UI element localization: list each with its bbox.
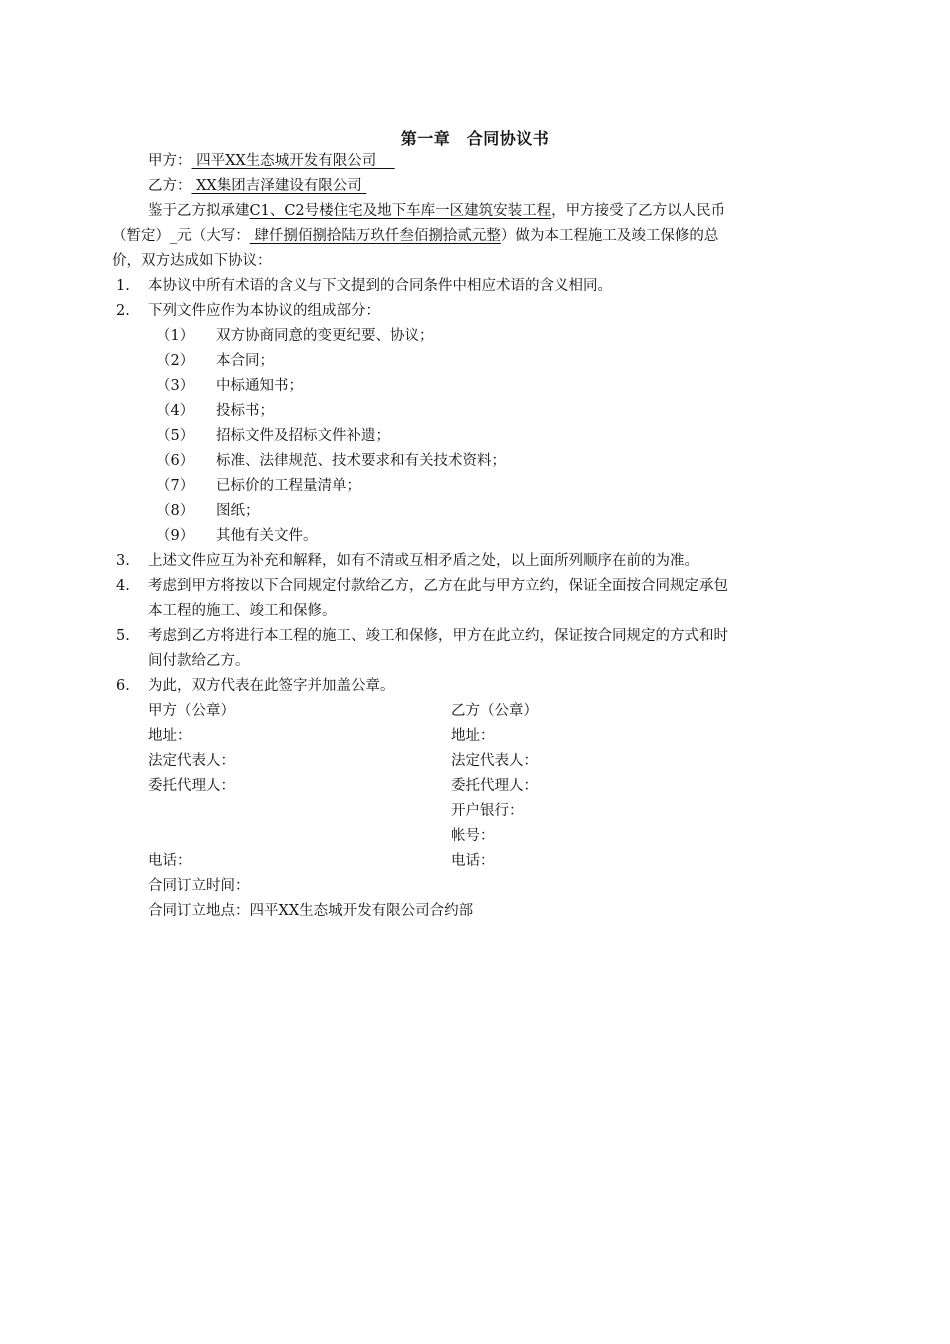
document-item: 投标书； [216, 403, 274, 419]
party-a-agent: 委托代理人： [148, 778, 235, 794]
clause-text: 本协议中所有术语的含义与下文提到的合同条件中相应术语的含义相同。 [148, 278, 612, 294]
clause-text: 考虑到甲方将按以下合同规定付款给乙方，乙方在此与甲方立约，保证全面按合同规定承包 [148, 578, 728, 594]
document-item: 图纸； [216, 503, 260, 519]
page-title: 第一章 合同协议书 [400, 129, 550, 148]
document-number: （7） [156, 478, 195, 494]
party-a-label: 甲方： [148, 153, 192, 169]
intro-line-3: 价，双方达成如下协议： [112, 253, 272, 269]
document-number: （4） [156, 403, 195, 419]
party-b-seal: 乙方（公章） [451, 703, 538, 719]
document-number: （3） [156, 378, 195, 394]
document-item: 中标通知书； [216, 378, 303, 394]
clause-text: 下列文件应作为本协议的组成部分： [148, 303, 380, 319]
clause-text: 为此，双方代表在此签字并加盖公章。 [148, 678, 395, 694]
document-item: 双方协商同意的变更纪要、协议； [216, 328, 434, 344]
party-a-seal: 甲方（公章） [148, 703, 235, 719]
intro-line2-prefix: （暂定）_元（大写： [112, 228, 250, 244]
document-item: 本合同； [216, 353, 274, 369]
party-a-line [148, 151, 395, 171]
intro-prefix: 鉴于乙方拟承建 [148, 203, 250, 219]
document-item: 标准、法律规范、技术要求和有关技术资料； [216, 453, 506, 469]
intro-line-1 [148, 201, 725, 221]
clause-number: 1. [116, 278, 130, 294]
party-b-agent: 委托代理人： [451, 778, 538, 794]
document-number: （9） [156, 528, 195, 544]
document-item: 招标文件及招标文件补遗； [216, 428, 390, 444]
party-b-account: 帐号： [451, 828, 495, 844]
intro-line-2 [112, 226, 718, 246]
intro-amount-words: 肆仟捌佰捌拾陆万玖仟叁佰捌拾贰元整 [249, 228, 501, 244]
document-number: （5） [156, 428, 195, 444]
contract-place: 合同订立地点：四平XX生态城开发有限公司合约部 [148, 903, 474, 919]
intro-suffix: ，甲方接受了乙方以人民币 [551, 203, 726, 219]
document-number: （2） [156, 353, 195, 369]
document-item: 其他有关文件。 [216, 528, 318, 544]
party-b-line [148, 176, 366, 196]
clause-number: 3. [116, 553, 130, 569]
document-number: （1） [156, 328, 195, 344]
intro-project: C1、C2号楼住宅及地下车库一区建筑安装工程 [249, 203, 552, 219]
clause-number: 4. [116, 578, 130, 594]
contract-time: 合同订立时间： [148, 878, 250, 894]
party-a-phone: 电话： [148, 853, 192, 869]
clause-number: 5. [116, 628, 130, 644]
clause-text: 本工程的施工、竣工和保修。 [148, 603, 337, 619]
clause-text: 间付款给乙方。 [148, 653, 250, 669]
document-item: 已标价的工程量清单； [216, 478, 361, 494]
clause-number: 2. [116, 303, 130, 319]
document-number: （8） [156, 503, 195, 519]
party-b-phone: 电话： [451, 853, 495, 869]
party-b-label: 乙方： [148, 178, 192, 194]
document-number: （6） [156, 453, 195, 469]
party-b-bank: 开户银行： [451, 803, 524, 819]
clause-number: 6. [116, 678, 130, 694]
party-a-name: 四平XX生态城开发有限公司 [191, 153, 395, 169]
party-b-name: XX集团吉泽建设有限公司 [191, 178, 367, 194]
party-a-legal-rep: 法定代表人： [148, 753, 235, 769]
intro-line2-suffix: ）做为本工程施工及竣工保修的总 [500, 228, 719, 244]
party-b-address: 地址： [451, 728, 495, 744]
party-a-address: 地址： [148, 728, 192, 744]
party-b-legal-rep: 法定代表人： [451, 753, 538, 769]
clause-text: 上述文件应互为补充和解释，如有不清或互相矛盾之处，以上面所列顺序在前的为准。 [148, 553, 699, 569]
clause-text: 考虑到乙方将进行本工程的施工、竣工和保修，甲方在此立约，保证按合同规定的方式和时 [148, 628, 728, 644]
